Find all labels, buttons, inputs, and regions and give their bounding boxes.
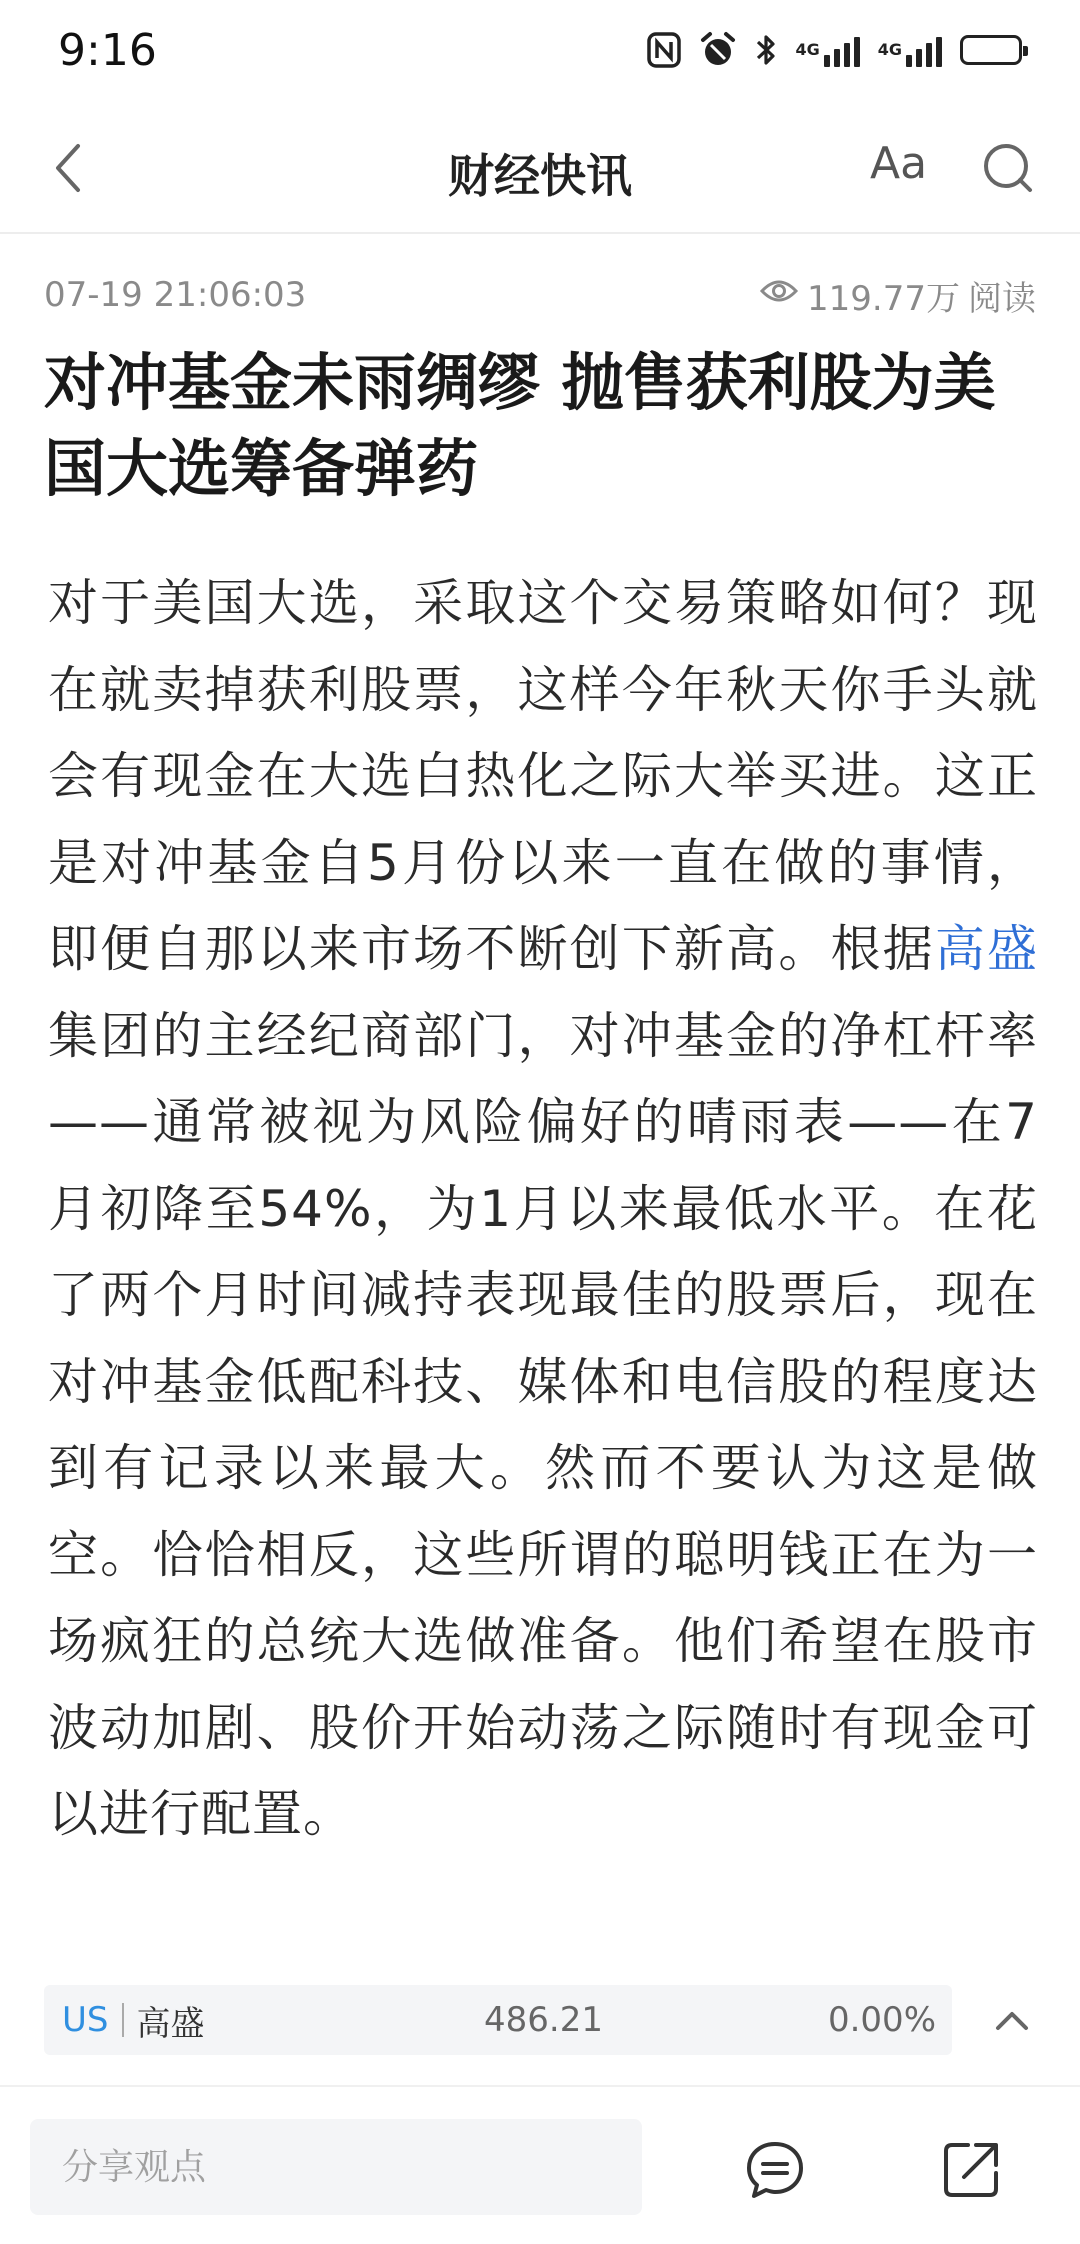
article-meta: [44, 270, 1036, 320]
article-text: 集团的主经纪商部门，对冲基金的净杠杆率——通常被视为风险偏好的晴雨表——在7月初降至54%，为1月以来最低水平。在花了两个月时间减持表现最佳的股票后，现在对冲基金低配科技、媒体和电信股的程度达到有记录以来最大。然而不要认为这是做空。恰恰相反，这些所谓的聪明钱正在为一场疯狂的总统大选做准备。他们希望在股市波动加剧、股价开始动荡之际随时有现金可以进行配置。: [48, 1006, 1038, 1843]
article-title: 对冲基金未雨绸缪 抛售获利股为美国大选筹备弹药: [44, 346, 996, 505]
search-icon[interactable]: [980, 140, 1036, 196]
comment-icon[interactable]: [744, 2139, 806, 2201]
article-text: 对于美国大选，采取这个交易策略如何？现在就卖掉获利股票，这样今年秋天你手头就会有现金在大选白热化之际大举买进。这正是对冲基金自5月份以来一直在做的事情，即便自那以来市场不断创下新高。根据: [48, 574, 1038, 978]
eye-icon: [759, 275, 799, 315]
read-count-value: 119.77万: [807, 278, 960, 319]
read-count: [759, 271, 1036, 320]
status-time: 9:16: [58, 24, 157, 76]
bluetooth-icon: [755, 32, 777, 68]
battery-icon: [960, 35, 1022, 65]
status-icons: [647, 31, 1022, 69]
font-size-button[interactable]: Aa: [870, 138, 928, 189]
nfc-icon: [647, 32, 681, 68]
signal-icon: [878, 33, 942, 67]
network-type-label: 4G: [877, 40, 902, 59]
read-count-label: 阅读: [968, 278, 1036, 319]
divider: [122, 2003, 124, 2037]
comment-input[interactable]: [30, 2119, 642, 2215]
stock-quote-bar[interactable]: [44, 1985, 952, 2055]
bottom-bar: [0, 2085, 1080, 2244]
signal-icon: [795, 33, 859, 67]
stock-link-goldman[interactable]: 高盛: [934, 920, 1039, 978]
stock-name: 高盛: [136, 2003, 205, 2044]
nav-bar: [0, 100, 1080, 234]
market-tag: US: [62, 2000, 109, 2040]
article-timestamp: 07-19 21:06:03: [44, 275, 307, 315]
stock-change: 0.00%: [827, 2000, 936, 2040]
chevron-up-icon[interactable]: [990, 2000, 1034, 2040]
share-icon[interactable]: [940, 2137, 1004, 2201]
page-title: 财经快讯: [448, 149, 632, 203]
article-body: [48, 560, 1038, 1858]
alarm-icon: [699, 31, 737, 69]
stock-price: 486.21: [484, 2000, 603, 2040]
network-type-label: 4G: [795, 40, 820, 59]
status-bar: [0, 0, 1080, 100]
